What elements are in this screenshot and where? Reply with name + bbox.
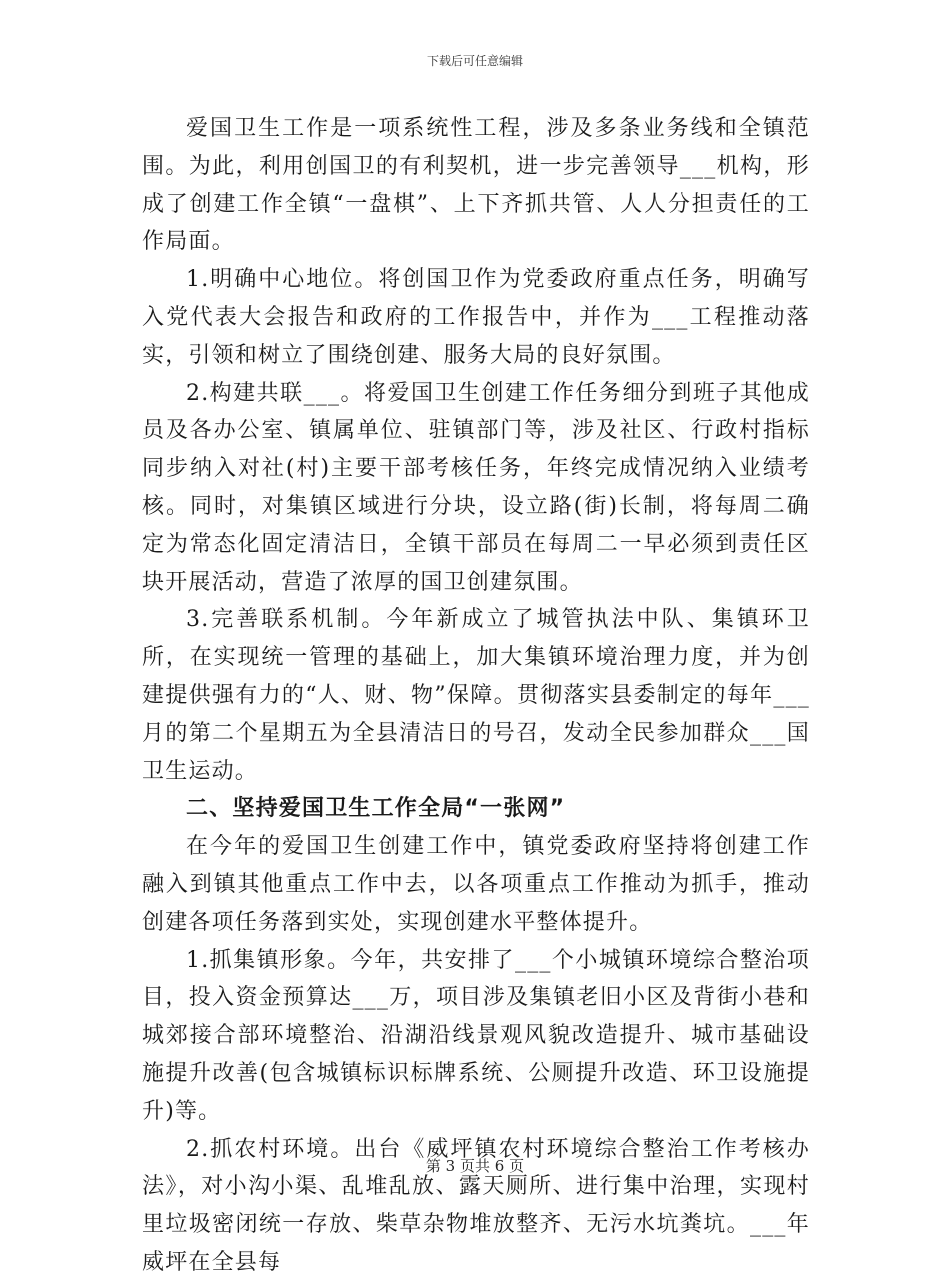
document-body: [142, 110, 810, 1282]
paragraph-town-image: 1.抓集镇形象。今年，共安排了___个小城镇环境综合整治项目，投入资金预算达___万，项目涉及集镇老旧小区及背街小巷和城郊接合部环境整治、沿湖沿线景观风貌改造提升、城市基础设施提升改善(包含城镇标识标牌系统、公厕提升改造、环卫设施提升)等。: [142, 947, 810, 1124]
page-header: 下载后可任意编辑: [426, 54, 523, 68]
paragraph-intro: 爱国卫生工作是一项系统性工程，涉及多条业务线和全镇范围。为此，利用创国卫的有利契机，进一步完善领导___机构，形成了创建工作全镇“一盘棋”、上下齐抓共管、人人分担责任的工作局面。: [142, 116, 810, 255]
paragraph-item-1: 1.明确中心地位。将创国卫作为党委政府重点任务，明确写入党代表大会报告和政府的工作报告中，并作为___工程推动落实，引领和树立了围绕创建、服务大局的良好氛围。: [142, 267, 810, 368]
paragraph-section-intro: 在今年的爱国卫生创建工作中，镇党委政府坚持将创建工作融入到镇其他重点工作中去，以各项重点工作推动为抓手，推动创建各项任务落到实处，实现创建水平整体提升。: [142, 834, 810, 935]
page-number: 第 3 页共 6 页: [425, 1157, 525, 1175]
paragraph-item-3: 3.完善联系机制。今年新成立了城管执法中队、集镇环卫所，在实现统一管理的基础上，加大集镇环境治理力度，并为创建提供强有力的“人、财、物”保障。贯彻落实县委制定的每年___月的第二个星期五为全县清洁日的号召，发动全民参加群众___国卫生运动。: [142, 607, 810, 784]
section-heading: 二、坚持爱国卫生工作全局“一张网”: [186, 796, 566, 822]
paragraph-rural-environment: 2.抓农村环境。出台《威坪镇农村环境综合整治工作考核办法》，对小沟小渠、乱堆乱放、露天厕所、进行集中治理，实现村里垃圾密闭统一存放、柴草杂物堆放整齐、无污水坑粪坑。___年威坪在全县每: [142, 1136, 810, 1275]
paragraph-item-2: 2.构建共联___。将爱国卫生创建工作任务细分到班子其他成员及各办公室、镇属单位、驻镇部门等，涉及社区、行政村指标同步纳入对社(村)主要干部考核任务，年终完成情况纳入业绩考核。同时，对集镇区域进行分块，设立路(街)长制，将每周二确定为常态化固定清洁日，全镇干部员在每周二一早必须到责任区块开展活动，营造了浓厚的国卫创建氛围。: [142, 380, 810, 595]
